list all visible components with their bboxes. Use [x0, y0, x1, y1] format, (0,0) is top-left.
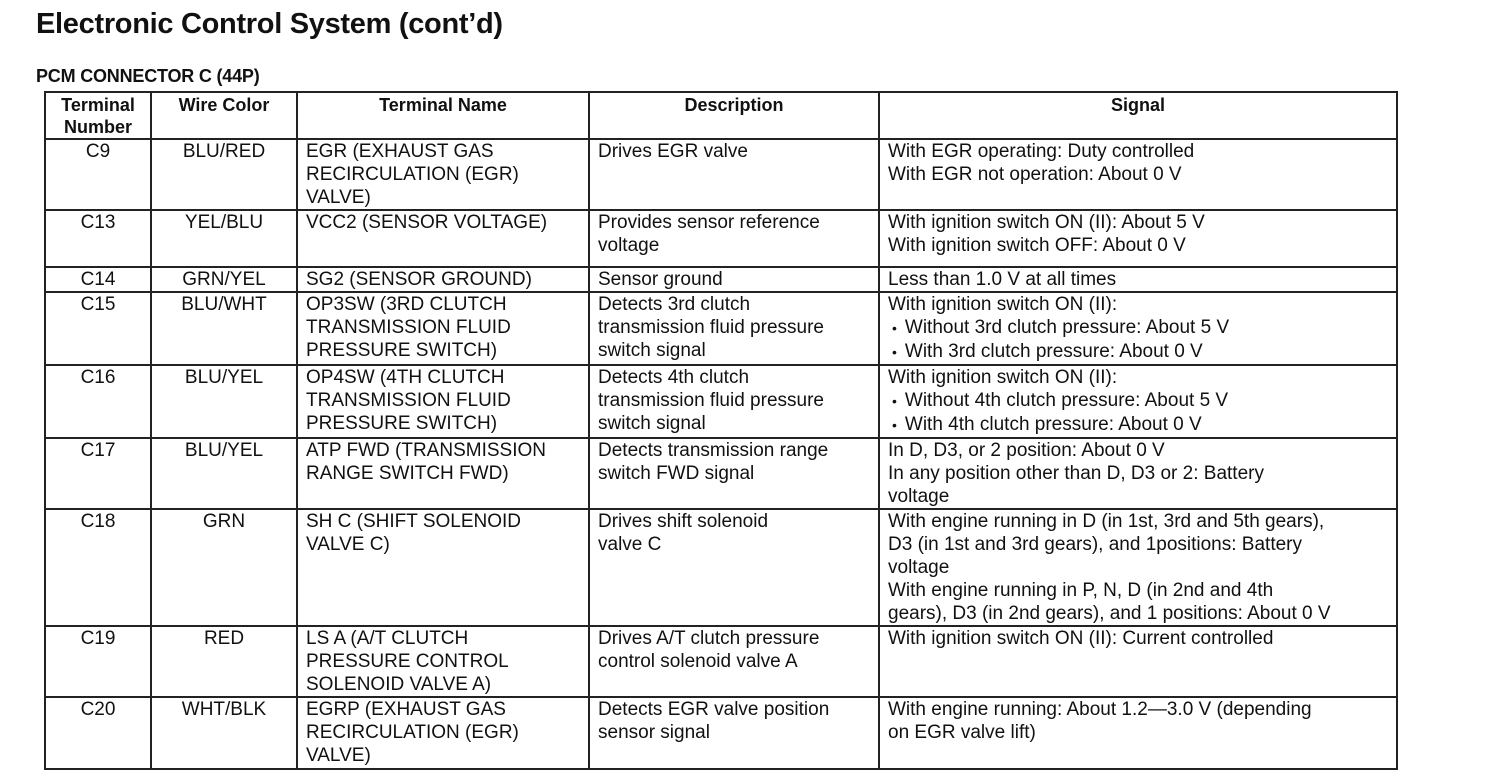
- description-cell: [589, 365, 879, 438]
- description-line: voltage: [598, 235, 660, 256]
- terminal-name-line: ATP FWD (TRANSMISSION: [306, 440, 546, 461]
- description-cell: [589, 292, 879, 365]
- signal-line: D3 (in 1st and 3rd gears), and 1positions: Battery: [888, 534, 1303, 555]
- signal-line: With engine running in D (in 1st, 3rd and 5th gears),: [888, 511, 1325, 532]
- terminal-name-line: SH C (SHIFT SOLENOID: [306, 511, 522, 532]
- terminal-name-cell: [297, 509, 589, 626]
- description-line: Sensor ground: [598, 269, 723, 290]
- pinout-table: [44, 91, 1398, 770]
- signal-cell: [879, 626, 1397, 697]
- table-row: [45, 438, 1397, 509]
- signal-line: With ignition switch ON (II): Current controlled: [888, 628, 1274, 649]
- wire-color-cell: BLU/YEL: [151, 438, 297, 509]
- terminal-name-line: VALVE C): [306, 534, 390, 555]
- table-row: [45, 139, 1397, 210]
- terminal-name-line: RECIRCULATION (EGR): [306, 164, 519, 185]
- description-cell: [589, 210, 879, 267]
- terminal-number-cell: C9: [45, 139, 151, 210]
- terminal-name-cell: [297, 697, 589, 769]
- terminal-number-cell: C13: [45, 210, 151, 267]
- table-row: [45, 509, 1397, 626]
- signal-line: With ignition switch OFF: About 0 V: [888, 235, 1186, 256]
- terminal-number-cell: C19: [45, 626, 151, 697]
- signal-line: With EGR not operation: About 0 V: [888, 164, 1182, 185]
- signal-bullet-item: • With 4th clutch pressure: About 0 V: [888, 413, 1388, 437]
- signal-line: With engine running: About 1.2—3.0 V (depending: [888, 699, 1312, 720]
- description-line: control solenoid valve A: [598, 651, 798, 672]
- terminal-name-cell: [297, 210, 589, 267]
- wire-color-cell: GRN/YEL: [151, 267, 297, 292]
- signal-line: With ignition switch ON (II):: [888, 367, 1118, 388]
- terminal-name-line: PRESSURE SWITCH): [306, 413, 498, 434]
- signal-line: With engine running in P, N, D (in 2nd and 4th: [888, 580, 1274, 601]
- terminal-name-line: SOLENOID VALVE A): [306, 674, 492, 695]
- col-header-description: Description: [589, 92, 879, 139]
- wire-color-cell: YEL/BLU: [151, 210, 297, 267]
- terminal-name-line: SG2 (SENSOR GROUND): [306, 269, 532, 290]
- terminal-name-line: VCC2 (SENSOR VOLTAGE): [306, 212, 548, 233]
- description-cell: [589, 626, 879, 697]
- signal-line: With ignition switch ON (II): About 5 V: [888, 212, 1205, 233]
- signal-cell: [879, 438, 1397, 509]
- terminal-name-line: PRESSURE SWITCH): [306, 340, 498, 361]
- page-title: Electronic Control System (cont’d): [36, 8, 503, 40]
- col-header-terminal-number: Terminal Number: [45, 92, 151, 139]
- description-line: Detects transmission range: [598, 440, 829, 461]
- col-header-signal: Signal: [879, 92, 1397, 139]
- signal-cell: [879, 697, 1397, 769]
- signal-line: With EGR operating: Duty controlled: [888, 141, 1195, 162]
- wire-color-cell: WHT/BLK: [151, 697, 297, 769]
- description-line: Drives shift solenoid: [598, 511, 769, 532]
- wire-color-cell: BLU/WHT: [151, 292, 297, 365]
- description-line: switch FWD signal: [598, 463, 755, 484]
- terminal-name-cell: [297, 365, 589, 438]
- terminal-name-line: RANGE SWITCH FWD): [306, 463, 509, 484]
- col-header-terminal-name: Terminal Name: [297, 92, 589, 139]
- signal-cell: [879, 210, 1397, 267]
- signal-cell: [879, 267, 1397, 292]
- signal-bullet-item: • Without 3rd clutch pressure: About 5 V: [888, 316, 1388, 340]
- terminal-name-line: OP4SW (4TH CLUTCH: [306, 367, 505, 388]
- description-cell: [589, 139, 879, 210]
- wire-color-cell: GRN: [151, 509, 297, 626]
- terminal-number-cell: C20: [45, 697, 151, 769]
- description-cell: [589, 438, 879, 509]
- signal-cell: [879, 365, 1397, 438]
- signal-line: on EGR valve lift): [888, 722, 1036, 743]
- description-line: Drives A/T clutch pressure: [598, 628, 820, 649]
- signal-cell: [879, 139, 1397, 210]
- description-line: switch signal: [598, 413, 706, 434]
- terminal-name-line: EGR (EXHAUST GAS: [306, 141, 494, 162]
- terminal-name-line: VALVE): [306, 187, 371, 208]
- description-line: Detects 4th clutch: [598, 367, 750, 388]
- terminal-name-cell: [297, 626, 589, 697]
- signal-line: With ignition switch ON (II):: [888, 294, 1118, 315]
- table-row: [45, 210, 1397, 267]
- table-row: [45, 697, 1397, 769]
- signal-cell: [879, 292, 1397, 365]
- description-line: transmission fluid pressure: [598, 390, 824, 411]
- terminal-name-line: EGRP (EXHAUST GAS: [306, 699, 506, 720]
- signal-line: Less than 1.0 V at all times: [888, 269, 1117, 290]
- terminal-number-cell: C18: [45, 509, 151, 626]
- wire-color-cell: BLU/YEL: [151, 365, 297, 438]
- table-header-row: [45, 92, 1397, 139]
- description-line: Detects 3rd clutch: [598, 294, 751, 315]
- terminal-name-line: OP3SW (3RD CLUTCH: [306, 294, 507, 315]
- table-row: [45, 365, 1397, 438]
- description-line: Provides sensor reference: [598, 212, 820, 233]
- signal-line: voltage: [888, 486, 950, 507]
- terminal-name-line: LS A (A/T CLUTCH: [306, 628, 469, 649]
- terminal-name-line: VALVE): [306, 745, 371, 766]
- description-cell: [589, 267, 879, 292]
- col-header-wire-color: Wire Color: [151, 92, 297, 139]
- terminal-number-cell: C15: [45, 292, 151, 365]
- table-body: [45, 139, 1397, 769]
- description-cell: [589, 697, 879, 769]
- wire-color-cell: RED: [151, 626, 297, 697]
- terminal-number-cell: C17: [45, 438, 151, 509]
- description-line: transmission fluid pressure: [598, 317, 824, 338]
- table-row: [45, 292, 1397, 365]
- terminal-name-cell: [297, 292, 589, 365]
- description-cell: [589, 509, 879, 626]
- terminal-name-line: TRANSMISSION FLUID: [306, 390, 511, 411]
- description-line: sensor signal: [598, 722, 710, 743]
- description-line: Drives EGR valve: [598, 141, 748, 162]
- description-line: valve C: [598, 534, 662, 555]
- terminal-name-cell: [297, 267, 589, 292]
- signal-bullet-item: • Without 4th clutch pressure: About 5 V: [888, 389, 1388, 413]
- signal-line: voltage: [888, 557, 950, 578]
- terminal-name-cell: [297, 139, 589, 210]
- connector-title: PCM CONNECTOR C (44P): [36, 66, 260, 86]
- terminal-name-cell: [297, 438, 589, 509]
- signal-line: In D, D3, or 2 position: About 0 V: [888, 440, 1165, 461]
- signal-line: In any position other than D, D3 or 2: Battery: [888, 463, 1264, 484]
- terminal-name-line: TRANSMISSION FLUID: [306, 317, 511, 338]
- terminal-number-cell: C14: [45, 267, 151, 292]
- description-line: switch signal: [598, 340, 706, 361]
- terminal-name-line: PRESSURE CONTROL: [306, 651, 509, 672]
- wire-color-cell: BLU/RED: [151, 139, 297, 210]
- description-line: Detects EGR valve position: [598, 699, 830, 720]
- signal-cell: [879, 509, 1397, 626]
- table-row: [45, 267, 1397, 292]
- table-row: [45, 626, 1397, 697]
- terminal-name-line: RECIRCULATION (EGR): [306, 722, 519, 743]
- terminal-number-cell: C16: [45, 365, 151, 438]
- signal-line: gears), D3 (in 2nd gears), and 1 positions: About 0 V: [888, 603, 1331, 624]
- signal-bullet-item: • With 3rd clutch pressure: About 0 V: [888, 340, 1388, 364]
